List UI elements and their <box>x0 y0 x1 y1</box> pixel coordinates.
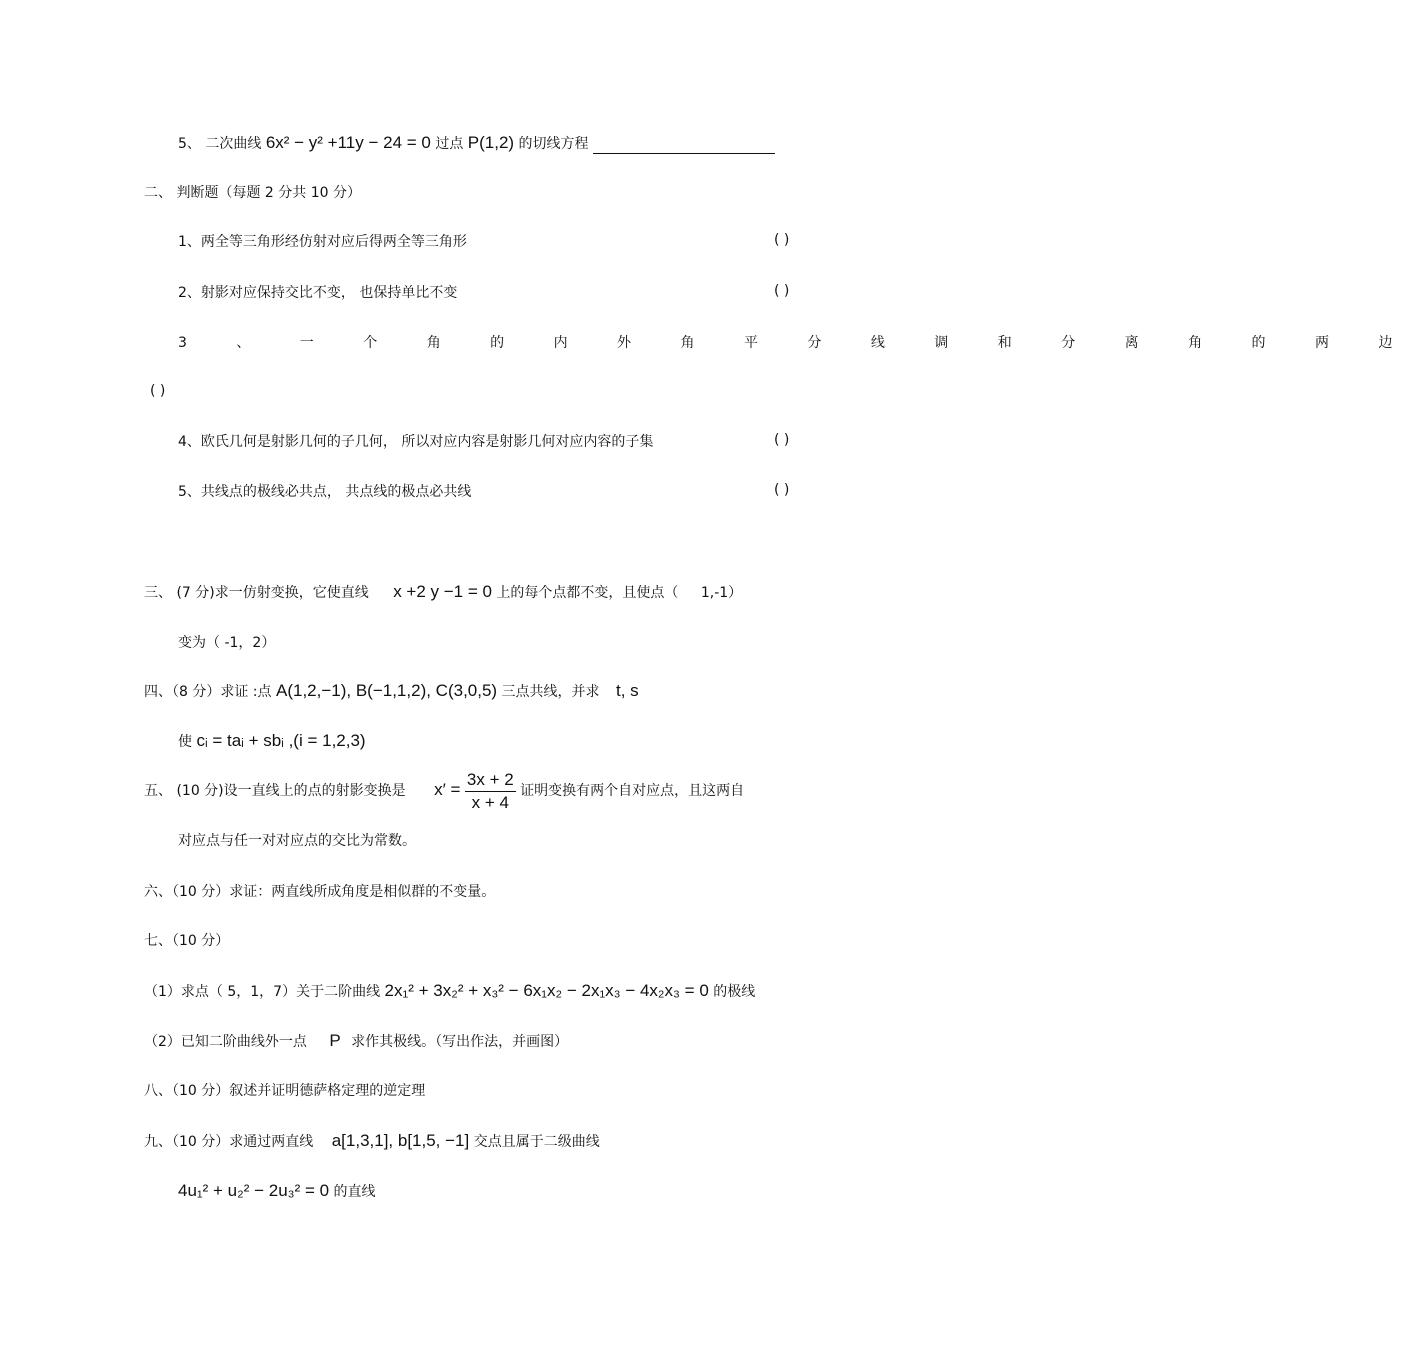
s5-fraction <box>465 769 516 814</box>
section-7-part1 <box>144 981 755 1002</box>
section-5-line1 <box>144 767 744 814</box>
s3-text-a: 三、 (7 分)求一仿射变换，它使直线 <box>144 585 369 601</box>
s4-text-a: 四、（8 分）求证 :点 <box>144 684 272 700</box>
s7-p1-text-a: （1）求点（ 5，1，7）关于二阶曲线 <box>144 984 381 1000</box>
s5-text-b: 证明变换有两个自对应点，且这两自 <box>520 783 745 799</box>
s4-points: A(1,2,−1), B(−1,1,2), C(3,0,5) <box>275 681 498 700</box>
judge-paren-3[interactable]: ( ) <box>150 383 166 399</box>
section-9-line1 <box>144 1131 600 1152</box>
s7-p1-text-b: 的极线 <box>713 984 756 1000</box>
s7-conic-eq: 2x₁² + 3x₂² + x₃² − 6x₁x₂ − 2x₁x₃ − 4x₂x₃ = 0 <box>384 981 709 1000</box>
section-7-part2 <box>144 1031 568 1052</box>
s9-text-b: 交点且属于二级曲线 <box>473 1134 600 1150</box>
s9-text-a: 九、（10 分）求通过两直线 <box>144 1134 314 1150</box>
q5-formula: 6x² − y² +11y − 24 = 0 <box>265 133 431 152</box>
q5-mid: 过点 <box>435 136 464 152</box>
section-3-line1 <box>144 582 742 603</box>
s5-denominator: x + 4 <box>471 792 509 812</box>
judge-item-1: 1、两全等三角形经仿射对应后得两全等三角形 <box>178 234 467 250</box>
section-7-title: 七、（10 分） <box>144 933 230 949</box>
judge-item-5: 5、共线点的极线必共点， 共点线的极点必共线 <box>178 484 472 500</box>
section-9-line2 <box>178 1181 376 1202</box>
s5-lhs: x′ = <box>434 780 461 799</box>
section-2-title: 二、 判断题（每题 2 分共 10 分） <box>144 185 361 201</box>
judge-paren-5[interactable]: ( ) <box>774 482 790 498</box>
section-3-line2: 变为（ -1，2） <box>178 635 276 651</box>
s7-p2-text-b: 求作其极线。（写出作法，并画图） <box>351 1034 569 1050</box>
s9-curve-eq: 4u₁² + u₂² − 2u₃² = 0 <box>178 1181 330 1200</box>
s7-point-p: P <box>329 1031 341 1050</box>
s4-ts: t, s <box>616 681 639 700</box>
answer-blank[interactable] <box>593 135 775 154</box>
judge-paren-2[interactable]: ( ) <box>774 283 790 299</box>
judge-item-3: 3 、 一 个 角 的 内 外 角 平 分 线 调 和 分 离 角 的 两 边 <box>178 335 1415 351</box>
q5-point: P(1,2) <box>467 133 515 152</box>
s3-point: 1,-1） <box>700 585 743 601</box>
s5-text-a: 五、 (10 分)设一直线上的点的射影变换是 <box>144 783 406 799</box>
section-5-line2: 对应点与任一对对应点的交比为常数。 <box>178 833 416 849</box>
q5-line <box>178 133 775 154</box>
q5-label: 5、 二次曲线 <box>178 136 262 152</box>
s3-line-eq: x +2 y −1 = 0 <box>393 582 492 601</box>
section-8: 八、（10 分）叙述并证明德萨格定理的逆定理 <box>144 1083 426 1099</box>
judge-paren-1[interactable]: ( ) <box>774 232 790 248</box>
s4-text-b: 三点共线，并求 <box>501 684 600 700</box>
judge-paren-4[interactable]: ( ) <box>774 432 790 448</box>
s9-text-c: 的直线 <box>333 1184 376 1200</box>
s3-text-b: 上的每个点都不变，且使点（ <box>496 585 679 601</box>
section-4-line2 <box>178 731 366 752</box>
section-6: 六、（10 分）求证：两直线所成角度是相似群的不变量。 <box>144 884 496 900</box>
q5-tail: 的切线方程 <box>518 136 589 152</box>
s4-line2-word: 使 <box>178 734 192 750</box>
section-4-line1 <box>144 681 639 702</box>
judge-item-4: 4、欧氏几何是射影几何的子几何， 所以对应内容是射影几何对应内容的子集 <box>178 434 654 450</box>
s9-lines: a[1,3,1], b[1,5, −1] <box>331 1131 470 1150</box>
s7-p2-text-a: （2）已知二阶曲线外一点 <box>144 1034 307 1050</box>
s5-numerator: 3x + 2 <box>465 769 516 792</box>
s4-combination: cᵢ = taᵢ + sbᵢ ,(i = 1,2,3) <box>196 731 366 750</box>
judge-item-2: 2、射影对应保持交比不变， 也保持单比不变 <box>178 285 458 301</box>
